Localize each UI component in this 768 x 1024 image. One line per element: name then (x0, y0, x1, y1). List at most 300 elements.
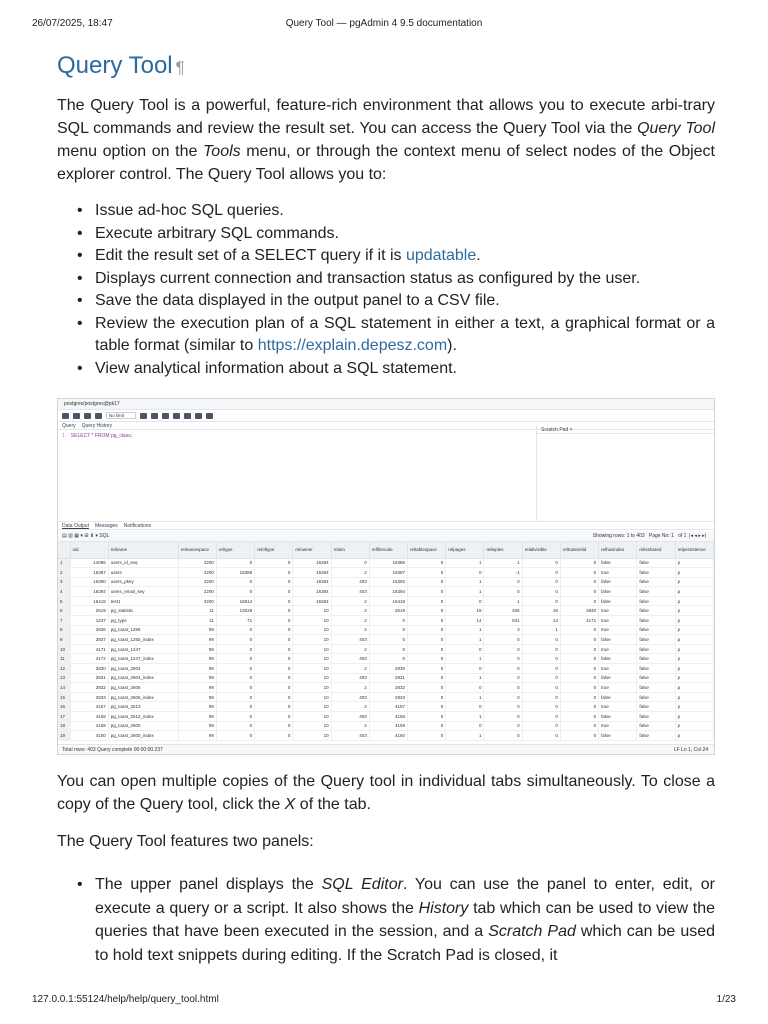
table-cell: 99 (178, 731, 216, 741)
intro-paragraph: The Query Tool is a powerful, feature-rich environment that allows you to execute arbi-trary SQL commands and review the result set. You can access the Query Tool via the Query Tool menu option on the Tools menu, or through the context menu of select nodes of the Object explorer control. The Query Tool allows you to: (57, 97, 716, 183)
table-cell: pg_toast_2606 (108, 683, 178, 693)
column-header: oid (70, 542, 108, 558)
print-header (32, 18, 736, 32)
table-cell: 19 (522, 606, 560, 616)
table-cell: p (675, 683, 713, 693)
table-cell: 10 (293, 635, 331, 645)
table-cell: 99 (178, 702, 216, 712)
table-cell: 4159 (369, 721, 407, 731)
panel-list (75, 873, 715, 967)
table-cell: 2 (331, 702, 369, 712)
table-cell: 16394 (70, 587, 108, 597)
row-number-header (58, 542, 70, 558)
table-cell: 0 (408, 721, 446, 731)
table-cell: pg_toast_2604 (108, 664, 178, 674)
scratch-pad-title: Scratch Pad (541, 427, 569, 433)
column-header: relpages (446, 542, 484, 558)
table-cell: 16418 (369, 596, 407, 606)
table-cell: 403 (331, 635, 369, 645)
table-cell: 1 (446, 673, 484, 683)
table-cell: 0 (216, 673, 254, 683)
table-cell: 0 (560, 558, 598, 568)
commit-icon (173, 413, 180, 419)
table-cell: 1 (446, 712, 484, 722)
table-cell: 99 (178, 664, 216, 674)
table-cell: false (599, 635, 637, 645)
table-cell: 2200 (178, 558, 216, 568)
table-cell: pg_toast_2600 (108, 721, 178, 731)
sql-editor: 1 SELECT * FROM pg_class; (62, 433, 133, 439)
table-cell: p (675, 702, 713, 712)
table-cell: 0 (522, 654, 560, 664)
table-cell: 71 (216, 616, 254, 626)
column-header: relfilenode (369, 542, 407, 558)
table-cell: 0 (484, 721, 522, 731)
table-cell: 0 (560, 692, 598, 702)
table-cell: 0 (560, 702, 598, 712)
list-item: • Save the data displayed in the output panel to a CSV file. (75, 290, 715, 313)
table-cell: 0 (369, 635, 407, 645)
status-right: LF Ln 1, Col 24 (673, 747, 708, 753)
table-cell: 16384 (293, 577, 331, 587)
table-cell: 0 (522, 587, 560, 597)
table-cell: 0 (560, 596, 598, 606)
table-cell: 0 (408, 616, 446, 626)
page-number: Page No: 1 (648, 533, 674, 539)
table-cell: false (637, 644, 675, 654)
column-header: relisshared (637, 542, 675, 558)
table-cell: 1 (446, 558, 484, 568)
grid-toolbar: ▤ ▥ ▦ ▾ ⊞ ⬇ ▾ SQL Showing rows: 1 to 403 Page No: 1 of 1 |◂ ◂ ▸ ▸| (58, 531, 714, 542)
table-cell: p (675, 664, 713, 674)
row-number: 18 (58, 721, 70, 731)
table-row (58, 654, 714, 664)
table-cell: 0 (446, 702, 484, 712)
table-cell: 99 (178, 654, 216, 664)
table-cell: 1247 (70, 616, 108, 626)
table-cell: users (108, 568, 178, 578)
table-cell: false (637, 702, 675, 712)
table-row (58, 568, 714, 578)
table-cell: 4158 (70, 712, 108, 722)
table-cell: 10 (293, 702, 331, 712)
status-left: Total rows: 403 Query complete 00:00:00.237 (62, 747, 163, 753)
table-cell: 0 (522, 558, 560, 568)
feature-list (75, 200, 715, 380)
table-cell: 10 (293, 683, 331, 693)
explain-icon (162, 413, 169, 419)
table-cell: 4157 (369, 702, 407, 712)
table-cell: 11 (178, 606, 216, 616)
table-cell: 0 (408, 692, 446, 702)
table-cell: 4160 (70, 731, 108, 741)
table-cell: 2837 (70, 635, 108, 645)
table-cell: 0 (216, 644, 254, 654)
table-row (58, 596, 714, 606)
list-item: • Execute arbitrary SQL commands. (75, 223, 715, 246)
table-cell: 10 (293, 654, 331, 664)
execute-icon (151, 413, 158, 419)
table-cell: 99 (178, 712, 216, 722)
macro-icon (195, 413, 202, 419)
page-title: Query Tool ¶ (57, 52, 185, 79)
table-cell: 0 (255, 616, 293, 626)
table-cell: false (599, 692, 637, 702)
column-header: reltype (216, 542, 254, 558)
table-cell: 10 (293, 616, 331, 626)
table-cell: 0 (216, 664, 254, 674)
table-cell: 0 (408, 673, 446, 683)
table-cell: false (637, 587, 675, 597)
row-number: 10 (58, 644, 70, 654)
row-number: 7 (58, 616, 70, 626)
table-cell: pg_toast_1255 (108, 625, 178, 635)
table-cell: 19 (446, 606, 484, 616)
table-cell: 0 (522, 644, 560, 654)
table-cell: 1 (446, 635, 484, 645)
list-item: • Issue ad-hoc SQL queries. (75, 200, 715, 223)
column-header: reltablespace (408, 542, 446, 558)
table-cell: 10 (293, 625, 331, 635)
column-header: relhasindex (599, 542, 637, 558)
table-cell: true (599, 664, 637, 674)
table-cell: 406 (484, 606, 522, 616)
column-header: relpersistence (675, 542, 713, 558)
table-cell: 0 (484, 654, 522, 664)
table-cell: p (675, 616, 713, 626)
table-cell: 0 (484, 587, 522, 597)
table-cell: 0 (560, 654, 598, 664)
table-cell: 4171 (560, 616, 598, 626)
table-cell: 1 (484, 596, 522, 606)
table-cell: 0 (369, 654, 407, 664)
table-cell: 99 (178, 721, 216, 731)
table-cell: 0 (560, 721, 598, 731)
table-cell: 4172 (70, 654, 108, 664)
table-cell: 0 (446, 644, 484, 654)
table-cell: 0 (560, 625, 598, 635)
rows-showing: Showing rows: 1 to 403 (592, 533, 645, 539)
table-cell: 0 (560, 731, 598, 741)
table-row (58, 721, 714, 731)
print-page-number: 1/23 (716, 994, 736, 1005)
panels-paragraph: The Query Tool features two panels: (57, 833, 314, 850)
table-cell: 0 (255, 692, 293, 702)
table-cell: false (637, 596, 675, 606)
table-cell: p (675, 731, 713, 741)
table-cell: false (599, 596, 637, 606)
table-cell: 0 (216, 712, 254, 722)
table-cell: 0 (255, 702, 293, 712)
table-cell: false (599, 587, 637, 597)
table-row (58, 731, 714, 741)
column-header: relname (108, 542, 178, 558)
table-cell: pg_toast_2612_index (108, 712, 178, 722)
table-cell: -1 (484, 568, 522, 578)
table-cell: 0 (216, 577, 254, 587)
table-cell: pg_toast_2606_index (108, 692, 178, 702)
table-cell: 0 (408, 568, 446, 578)
table-cell: 1 (446, 692, 484, 702)
row-number: 17 (58, 712, 70, 722)
table-cell: 0 (255, 673, 293, 683)
permalink-icon[interactable]: ¶ (175, 58, 185, 77)
table-cell: 0 (484, 673, 522, 683)
table-cell: 403 (331, 654, 369, 664)
table-cell: 10 (293, 692, 331, 702)
table-row (58, 635, 714, 645)
table-cell: 99 (178, 683, 216, 693)
table-cell: 0 (408, 635, 446, 645)
table-cell: true (599, 568, 637, 578)
table-cell: 2200 (178, 596, 216, 606)
table-cell: 631 (484, 616, 522, 626)
table-cell: 0 (484, 683, 522, 693)
table-cell: false (637, 654, 675, 664)
table-cell: 16384 (293, 587, 331, 597)
table-row (58, 692, 714, 702)
table-cell: false (637, 558, 675, 568)
table-row (58, 606, 714, 616)
table-cell: 0 (560, 683, 598, 693)
print-title: Query Tool — pgAdmin 4 9.5 documentation (285, 18, 483, 29)
help-icon (206, 413, 213, 419)
table-cell: 4160 (369, 731, 407, 741)
table-cell: pg_toast_1255_index (108, 635, 178, 645)
table-cell: p (675, 635, 713, 645)
row-number: 16 (58, 702, 70, 712)
table-cell: pg_type (108, 616, 178, 626)
tab-data-output: Data Output (62, 523, 89, 529)
table-cell: 0 (408, 702, 446, 712)
table-cell: false (599, 558, 637, 568)
list-item: • Review the execution plan of a SQL statement in either a text, a graphical format or a table format (similar to https://explain.depesz.com). (75, 313, 715, 358)
table-cell: 2840 (560, 606, 598, 616)
table-cell: 0 (408, 683, 446, 693)
table-cell: true (599, 644, 637, 654)
table-cell: users_id_seq (108, 558, 178, 568)
status-bar (58, 744, 714, 754)
list-item: • View analytical information about a SQL statement. (75, 358, 715, 381)
table-cell: 4171 (70, 644, 108, 654)
table-cell: 2 (331, 606, 369, 616)
row-number: 5 (58, 596, 70, 606)
tab-query-history: Query History (81, 423, 113, 429)
table-cell: false (599, 673, 637, 683)
table-cell: false (637, 673, 675, 683)
table-cell: 2 (331, 616, 369, 626)
table-cell: 0 (216, 702, 254, 712)
table-cell: 403 (331, 587, 369, 597)
table-cell: 0 (522, 731, 560, 741)
table-cell: 0 (255, 731, 293, 741)
table-cell: 0 (216, 721, 254, 731)
table-cell: 0 (255, 558, 293, 568)
scratch-pad (536, 426, 714, 522)
output-tabs (58, 521, 714, 530)
table-cell: 403 (331, 673, 369, 683)
table-cell: pg_statistic (108, 606, 178, 616)
table-cell: 0 (216, 635, 254, 645)
row-number: 2 (58, 568, 70, 578)
table-cell: p (675, 644, 713, 654)
table-cell: 0 (560, 664, 598, 674)
table-cell: p (675, 654, 713, 664)
table-cell: 0 (484, 664, 522, 674)
row-number: 9 (58, 635, 70, 645)
table-cell: 14086 (70, 558, 108, 568)
column-header: reltuples (484, 542, 522, 558)
table-cell: 0 (408, 606, 446, 616)
table-cell: 0 (560, 644, 598, 654)
table-cell: 0 (484, 712, 522, 722)
print-datetime: 26/07/2025, 18:47 (32, 18, 113, 29)
table-cell: true (599, 616, 637, 626)
sql-text: SELECT * FROM pg_class; (70, 433, 133, 439)
table-cell: 2831 (369, 673, 407, 683)
updatable-link[interactable]: updatable (405, 247, 477, 264)
table-cell: false (599, 577, 637, 587)
table-cell: 10 (293, 673, 331, 683)
tabs-paragraph: You can open multiple copies of the Query tool in individual tabs simultaneously. To close a copy of the Query tool, click the X of the tab. (57, 773, 715, 813)
table-cell: false (637, 731, 675, 741)
table-cell: 2833 (369, 692, 407, 702)
table-cell: 403 (331, 692, 369, 702)
rollback-icon (184, 413, 191, 419)
query-tool-screenshot (57, 398, 715, 755)
column-header: relam (331, 542, 369, 558)
table-cell: 0 (408, 596, 446, 606)
table-cell: p (675, 568, 713, 578)
table-cell: 0 (408, 654, 446, 664)
table-cell: 10 (293, 644, 331, 654)
table-cell: 16384 (293, 596, 331, 606)
edit-icon (84, 413, 91, 419)
table-row (58, 712, 714, 722)
table-cell: 16390 (70, 577, 108, 587)
table-cell: 0 (255, 635, 293, 645)
table-cell: 1 (446, 587, 484, 597)
list-item: • Edit the result set of a SELECT query if it is updatable. (75, 245, 715, 268)
table-row (58, 558, 714, 568)
table-cell: false (637, 568, 675, 578)
table-cell: true (599, 625, 637, 635)
table-cell: 2833 (70, 692, 108, 702)
table-cell: false (637, 721, 675, 731)
row-number: 12 (58, 664, 70, 674)
table-cell: 2 (331, 644, 369, 654)
table-cell: 0 (255, 644, 293, 654)
table-cell: 0 (522, 664, 560, 674)
table-cell: 1 (446, 625, 484, 635)
table-cell: 0 (331, 558, 369, 568)
table-cell: p (675, 606, 713, 616)
row-number: 8 (58, 625, 70, 635)
table-cell: 0 (522, 683, 560, 693)
table-cell: 2 (331, 568, 369, 578)
table-cell: 0 (369, 616, 407, 626)
table-cell: 16384 (293, 558, 331, 568)
table-cell: 16387 (70, 568, 108, 578)
table-cell: 99 (178, 625, 216, 635)
table-cell: 0 (408, 712, 446, 722)
table-cell: 4158 (369, 712, 407, 722)
table-row (58, 616, 714, 626)
table-cell: 2619 (70, 606, 108, 616)
table-cell: 0 (522, 702, 560, 712)
table-cell: true (599, 683, 637, 693)
table-cell: 0 (484, 644, 522, 654)
table-cell: 4157 (70, 702, 108, 712)
table-cell: 0 (560, 635, 598, 645)
table-cell: 1 (522, 625, 560, 635)
list-item: • Displays current connection and transaction status as configured by the user. (75, 268, 715, 291)
table-cell: 2200 (178, 568, 216, 578)
table-cell: 16394 (369, 587, 407, 597)
table-cell: 0 (446, 568, 484, 578)
table-cell: 13029 (216, 606, 254, 616)
table-cell: false (637, 616, 675, 626)
table-row (58, 683, 714, 693)
table-cell: 2 (331, 596, 369, 606)
table-cell: p (675, 692, 713, 702)
table-cell: false (637, 664, 675, 674)
table-cell: false (599, 712, 637, 722)
table-cell: 16392 (369, 577, 407, 587)
table-cell: false (637, 606, 675, 616)
table-cell: pg_toast_1247_index (108, 654, 178, 664)
table-cell: 0 (255, 683, 293, 693)
table-cell: 0 (560, 712, 598, 722)
table-cell: 0 (255, 568, 293, 578)
table-cell: 0 (522, 635, 560, 645)
table-row (58, 577, 714, 587)
table-cell: 0 (484, 731, 522, 741)
table-cell: 0 (446, 596, 484, 606)
table-cell: p (675, 577, 713, 587)
table-cell: 0 (255, 587, 293, 597)
table-cell: 0 (408, 625, 446, 635)
row-number: 6 (58, 606, 70, 616)
row-number: 13 (58, 673, 70, 683)
table-cell: 0 (255, 712, 293, 722)
table-cell: 0 (408, 587, 446, 597)
add-row-icon: ▤ ▥ ▦ ▾ ⊞ ⬇ ▾ SQL (62, 533, 110, 539)
table-cell: true (599, 606, 637, 616)
table-row (58, 673, 714, 683)
table-cell: users_pkey (108, 577, 178, 587)
table-row (58, 664, 714, 674)
table-cell: p (675, 673, 713, 683)
table-cell: 0 (216, 692, 254, 702)
table-cell: p (675, 558, 713, 568)
table-cell: false (637, 635, 675, 645)
table-cell: pg_toast_2600_index (108, 731, 178, 741)
depesz-link[interactable]: https://explain.depesz.com (257, 337, 448, 354)
table-cell: p (675, 596, 713, 606)
result-grid (58, 542, 714, 741)
list-item: • The upper panel displays the SQL Editor. You can use the panel to enter, edit, or execute a query or a script. It also shows the History tab which can be used to view the queries that have been executed in the session, and a Scratch Pad which can be used to hold text snippets during editing. If the Scratch Pad is closed, it (75, 873, 715, 967)
table-cell: true (599, 721, 637, 731)
table-cell: 0 (522, 577, 560, 587)
table-cell: 0 (255, 654, 293, 664)
table-cell: test1 (108, 596, 178, 606)
table-cell: 2830 (70, 664, 108, 674)
table-cell: 0 (216, 587, 254, 597)
table-cell: 0 (255, 577, 293, 587)
row-number: 3 (58, 577, 70, 587)
table-cell: 10 (293, 712, 331, 722)
